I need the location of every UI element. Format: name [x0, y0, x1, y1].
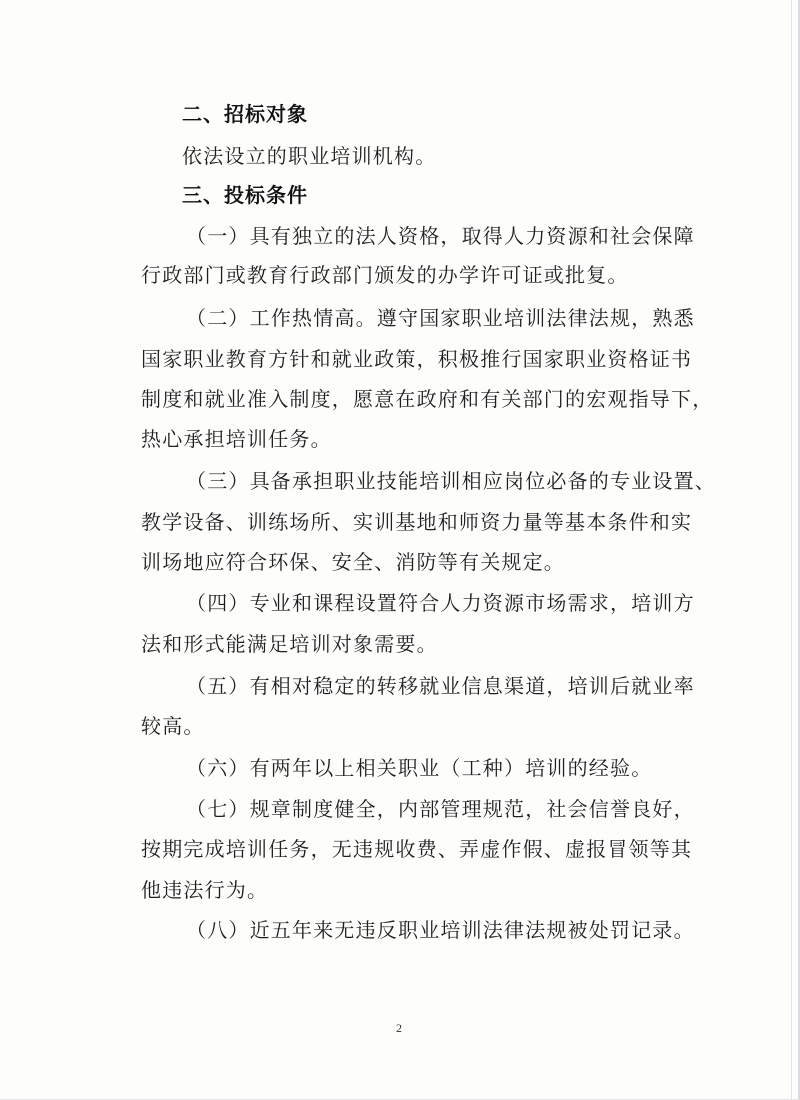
- paragraph-line: 训场地应符合环保、安全、消防等有关规定。: [141, 550, 565, 574]
- paragraph-line: （三）具备承担职业技能培训相应岗位必备的专业设置、: [186, 469, 716, 493]
- paragraph-line: 他违法行为。: [141, 878, 269, 902]
- section-heading-bidding-target: 二、招标对象: [182, 102, 308, 126]
- paragraph-line: 按期完成培训任务，无违规收费、弄虚作假、虚报冒领等其: [141, 837, 693, 861]
- paragraph-line: 教学设备、训练场所、实训基地和师资力量等基本条件和实: [141, 510, 693, 534]
- paragraph-line: （二）工作热情高。遵守国家职业培训法律法规，熟悉: [186, 306, 695, 330]
- paragraph-line: （一）具有独立的法人资格，取得人力资源和社会保障: [186, 224, 695, 248]
- page-number: 2: [396, 1021, 402, 1035]
- paragraph-line: 依法设立的职业培训机构。: [182, 144, 437, 168]
- paragraph-line: 较高。: [141, 714, 205, 738]
- section-heading-bidding-conditions: 三、投标条件: [182, 183, 308, 207]
- paragraph-line: （四）专业和课程设置符合人力资源市场需求，培训方: [186, 591, 695, 615]
- paragraph-line: 行政部门或教育行政部门颁发的办学许可证或批复。: [141, 263, 629, 287]
- paragraph-line: 法和形式能满足培训对象需要。: [141, 632, 438, 656]
- paragraph-line: （五）有相对稳定的转移就业信息渠道，培训后就业率: [186, 674, 695, 698]
- paragraph-line: （六）有两年以上相关职业（工种）培训的经验。: [186, 756, 653, 780]
- paragraph-line: 制度和就业准入制度，愿意在政府和有关部门的宏观指导下，: [141, 387, 714, 411]
- paragraph-line: （七）规章制度健全，内部管理规范，社会信誉良好，: [186, 797, 695, 821]
- paragraph-line: 热心承担培训任务。: [141, 427, 332, 451]
- paragraph-line: 国家职业教育方针和就业政策，积极推行国家职业资格证书: [141, 347, 693, 371]
- paragraph-line: （八）近五年来无违反职业培训法律法规被处罚记录。: [186, 918, 695, 942]
